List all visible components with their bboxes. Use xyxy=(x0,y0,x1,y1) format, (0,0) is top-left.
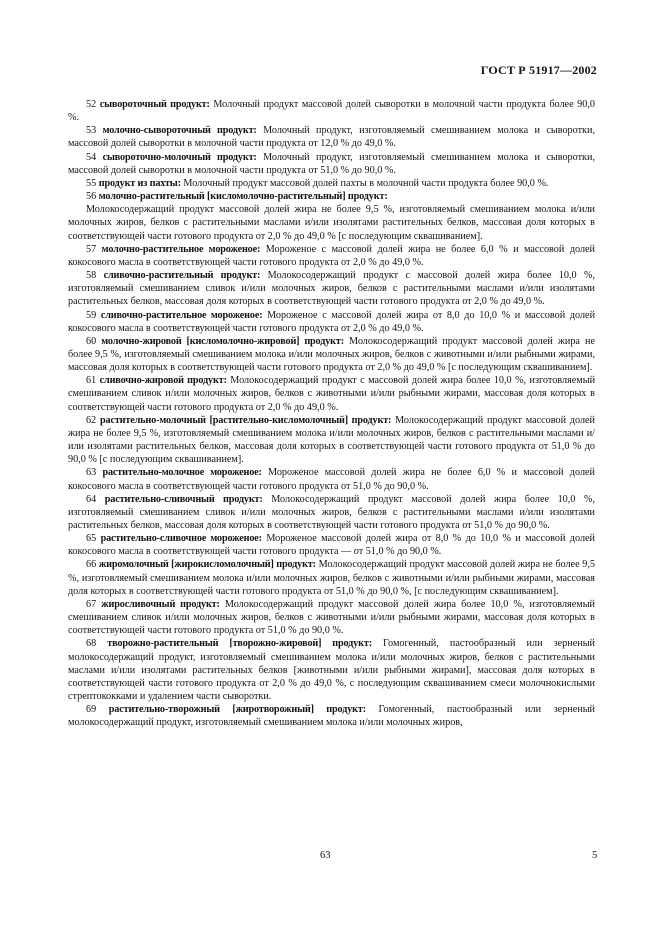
entry-number: 65 xyxy=(86,533,97,545)
entry-number: 55 xyxy=(86,177,97,189)
definition-text: Молочный продукт массовой долей пахты в молочной части продукта более 90,0 %. xyxy=(183,177,549,189)
entry-term: растительно-сливочное мороженое: xyxy=(100,533,262,545)
definition-entry xyxy=(68,190,595,203)
definition-entry xyxy=(68,532,595,558)
entry-term: сывороточно-молочный продукт: xyxy=(102,151,257,163)
definition-text: Молокосодержащий продукт массовой долей жира более 10,0 %, изготовляемый смешиванием сливок и/или молочных жиров, белков с животными и/или рыбными жирами, массовая доля которых в соответствующей части готового продукта от 51,0 % до 90,0 %. xyxy=(68,598,596,637)
definition-entry xyxy=(68,598,595,637)
entry-number: 58 xyxy=(86,270,97,282)
entry-term: молочно-растительный [кисломолочно-растительный] продукт: xyxy=(98,191,388,203)
entry-term: продукт из пахты: xyxy=(98,177,181,189)
entry-number: 52 xyxy=(86,99,97,110)
entry-number: 53 xyxy=(86,125,97,137)
definition-text: Молокосодержащий продукт с массовой долей жира более 10,0 %, изготовляемый смешиванием сливок и/или молочных жиров, белков с животными и/или рыбными жирами, массовая доля которых в соответствующей части готового продукта от 2,0 % до 49,0 %. xyxy=(68,375,596,413)
entry-number: 54 xyxy=(86,151,97,163)
definition-continuation xyxy=(68,203,595,242)
page-number-center: 63 xyxy=(320,850,331,861)
definition-entry xyxy=(68,466,595,492)
definition-text: Молокосодержащий продукт массовой долей жира не более 9,5 %, изготовляемый смешиванием молока и/или молочных жиров, белков с животными и/или рыбными жирами, массовая доля которых в соответствующей части готового продукта от 2,0 % до 49,0 % [с последующим сквашиванием]. xyxy=(68,335,595,374)
entry-number: 67 xyxy=(86,598,97,610)
entry-term: сливочно-растительный продукт: xyxy=(103,270,261,282)
entry-term: сливочно-растительное мороженое: xyxy=(100,309,263,321)
entry-number: 68 xyxy=(86,638,97,650)
entry-term: молочно-растительное мороженое: xyxy=(101,243,261,255)
entry-number: 63 xyxy=(86,467,97,479)
definition-entry xyxy=(68,269,595,308)
definition-text: Гомогенный, пастообразный или зерненый молокосодержащий продукт, изготовляемый смешиванием молока и/или молочных жиров, xyxy=(68,704,595,729)
definition-entry xyxy=(68,309,595,335)
entry-term: растительно-сливочный продукт: xyxy=(104,493,263,505)
definition-text: Молокосодержащий продукт с массовой долей жира более 10,0 %, изготовляемый смешиванием сливок и/или молочных жиров, белков с растительными маслами и/или изолятами растительных белков, массовая доля которых в соответствующей части готового продукта от 2,0 % до 49,0 %. xyxy=(68,270,596,308)
entry-term: растительно-молочное мороженое: xyxy=(102,467,262,479)
definition-text: Молокосодержащий продукт массовой долей жира более 10,0 %, изготовляемый смешиванием сливок и/или молочных жиров, белков с растительными маслами и/или изолятами растительных белков, массовая доля которых в соответствующей части готового продукта от 51,0 % до 90,0 %. xyxy=(68,493,596,531)
definition-text: Мороженое с массовой долей жира от 8,0 до 10,0 % и массовой долей кокосового масла в соответствующей части готового продукта от 2,0 % до 49,0 %. xyxy=(68,309,596,334)
definition-entry xyxy=(68,558,595,597)
entry-term: сливочно-жировой продукт: xyxy=(99,375,227,387)
entry-number: 59 xyxy=(86,309,97,321)
entry-number: 56 xyxy=(86,191,97,203)
entry-term: молочно-жировой [кисломолочно-жировой] продукт: xyxy=(101,335,344,347)
entry-number: 61 xyxy=(86,375,97,387)
entry-term: жиромолочный [жирокисломолочный] продукт: xyxy=(98,559,316,571)
definition-text: Мороженое с массовой долей жира не более 6,0 % и массовой долей кокосового масла в соответствующей части готового продукта от 2,0 % до 49,0 %. xyxy=(68,243,596,268)
definition-text: Мороженое массовой долей жира от 8,0 % до 10,0 % и массовой долей кокосового масла в соответствующей части готового продукта — от 51,0 % до 90,0 %. xyxy=(68,533,596,558)
standard-designation: ГОСТ Р 51917—2002 xyxy=(480,63,597,77)
definitions-body xyxy=(68,98,595,730)
entry-term: растительно-творожный [жиротворожный] продукт: xyxy=(108,704,366,716)
definition-text: Молочный продукт, изготовляемый смешиванием молока и сыворотки, массовой долей сыворотки в молочной части продукта от 51,0 % до 90,0 %. xyxy=(68,151,596,176)
entry-number: 64 xyxy=(86,493,97,505)
entry-term: творожно-растительный [творожно-жировой] продукт: xyxy=(107,638,372,650)
definition-text: Молочный продукт массовой долей сыворотки в молочной части продукта более 90,0 %. xyxy=(68,99,595,124)
definition-entry xyxy=(68,374,595,413)
definition-entry xyxy=(68,637,595,703)
definition-text: Молокосодержащий продукт массовой долей жира не более 9,5 %, изготовляемый смешиванием молока и/или молочных жиров, белков с растительными маслами и/или изолятами растительных белков, массовая доля которых в соответствующей части готового продукта от 51,0 % до 90,0 % [с последующим сквашиванием]. xyxy=(68,414,596,466)
entry-term: сывороточный продукт: xyxy=(99,99,210,110)
entry-number: 66 xyxy=(86,559,97,571)
definition-entry xyxy=(68,124,595,150)
page-number-right: 5 xyxy=(592,850,598,861)
definition-entry xyxy=(68,151,595,177)
definition-entry xyxy=(68,493,595,532)
entry-term: жиросливочный продукт: xyxy=(101,598,220,610)
definition-entry xyxy=(68,414,595,467)
definition-entry xyxy=(68,177,595,190)
entry-number: 62 xyxy=(86,414,97,426)
definition-text: Молокосодержащий продукт массовой долей жира не более 9,5 %, изготовляемый смешиванием молока и/или молочных жиров, белков с растительными маслами и/или изолятами растительных белков, массовая доля которых в соответствующей части готового продукта от 2,0 % до 49,0 % [с последующим сквашиванием]. xyxy=(68,204,595,242)
definition-entry xyxy=(68,335,595,374)
definition-text: Молочный продукт, изготовляемый смешиванием молока и сыворотки, массовой долей сыворотки в молочной части продукта от 12,0 % до 49,0 %. xyxy=(68,125,596,150)
entry-term: растительно-молочный [растительно-кисломолочный] продукт: xyxy=(99,414,392,426)
definition-entry xyxy=(68,98,595,124)
entry-number: 57 xyxy=(86,243,97,255)
entry-number: 60 xyxy=(86,335,97,347)
definition-text: Гомогенный, пастообразный или зерненый молокосодержащий продукт, изготовляемый смешиванием молока и/или молочных жиров, белков с растительными маслами и/или изолятами растительных белков [животными и/или рыбными жирами], массовая доля которых в соответствующей части готового продукта от 2,0 % до 49,0 %, с последующим сквашиванием смеси молочнокислыми стрептококками и удалением части сыворотки. xyxy=(68,638,595,703)
definition-entry xyxy=(68,243,595,269)
entry-number: 69 xyxy=(86,704,97,716)
definition-text: Молокосодержащий продукт массовой долей жира не более 9,5 %, изготовляемый смешиванием молока и/или молочных жиров, белков с животными и/или рыбными жирами, массовая доля которых в соответствующей части готового продукта от 51,0 % до 90,0 %, [с последующим сквашиванием]. xyxy=(68,559,596,597)
definition-entry xyxy=(68,703,595,729)
definition-text: Мороженое массовой долей жира не более 6,0 % и массовой долей кокосового масла в соответствующей части готового продукта от 51,0 % до 90,0 %. xyxy=(68,467,596,492)
entry-term: молочно-сывороточный продукт: xyxy=(102,125,257,137)
